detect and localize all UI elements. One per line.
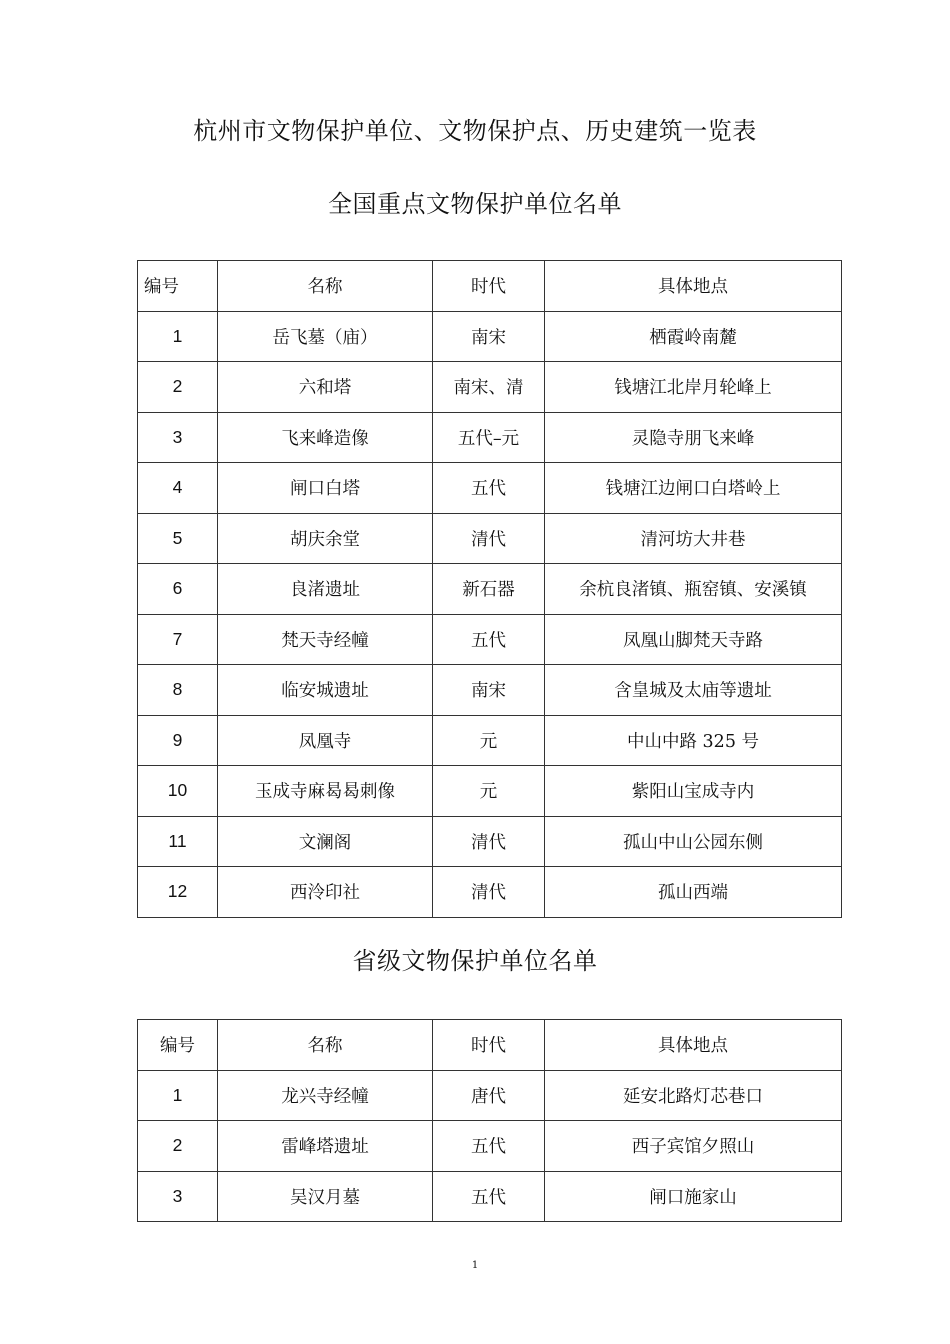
section-title-national: 全国重点文物保护单位名单 (328, 190, 622, 218)
header-location: 具体地点 (545, 261, 842, 312)
cell-location: 孤山中山公园东侧 (545, 816, 842, 867)
cell-location: 西子宾馆夕照山 (545, 1121, 842, 1172)
cell-name: 闸口白塔 (218, 463, 433, 514)
cell-location: 延安北路灯芯巷口 (545, 1070, 842, 1121)
section-title-provincial: 省级文物保护单位名单 (352, 947, 598, 975)
table-row (138, 614, 842, 665)
cell-name: 西泠印社 (218, 867, 433, 918)
cell-id: 10 (138, 766, 218, 817)
cell-location: 钱塘江北岸月轮峰上 (545, 362, 842, 413)
cell-name: 临安城遗址 (218, 665, 433, 716)
header-name: 名称 (218, 261, 433, 312)
cell-name: 吴汉月墓 (218, 1171, 433, 1222)
cell-name: 凤凰寺 (218, 715, 433, 766)
table-row (138, 867, 842, 918)
cell-id: 3 (138, 412, 218, 463)
national-sites-table (137, 260, 842, 918)
cell-location: 栖霞岭南麓 (545, 311, 842, 362)
cell-location: 含皇城及太庙等遗址 (545, 665, 842, 716)
table-row (138, 766, 842, 817)
table-row (138, 412, 842, 463)
cell-era: 清代 (433, 867, 545, 918)
table-row (138, 513, 842, 564)
header-era: 时代 (433, 1020, 545, 1071)
cell-name: 雷峰塔遗址 (218, 1121, 433, 1172)
cell-id: 7 (138, 614, 218, 665)
cell-id: 11 (138, 816, 218, 867)
cell-name: 六和塔 (218, 362, 433, 413)
cell-era: 元 (433, 766, 545, 817)
cell-location: 凤凰山脚梵天寺路 (545, 614, 842, 665)
cell-id: 6 (138, 564, 218, 615)
header-location: 具体地点 (545, 1020, 842, 1071)
cell-name: 龙兴寺经幢 (218, 1070, 433, 1121)
cell-id: 1 (138, 1070, 218, 1121)
provincial-sites-table (137, 1019, 842, 1222)
cell-name: 岳飞墓（庙） (218, 311, 433, 362)
cell-id: 1 (138, 311, 218, 362)
table-header-row (138, 1020, 842, 1071)
header-era: 时代 (433, 261, 545, 312)
cell-era: 五代 (433, 463, 545, 514)
cell-location: 钱塘江边闸口白塔岭上 (545, 463, 842, 514)
cell-name: 文澜阁 (218, 816, 433, 867)
cell-location: 灵隐寺朋飞来峰 (545, 412, 842, 463)
table-row (138, 1171, 842, 1222)
cell-id: 2 (138, 1121, 218, 1172)
cell-era: 新石器 (433, 564, 545, 615)
cell-era: 南宋 (433, 311, 545, 362)
cell-era: 南宋、清 (433, 362, 545, 413)
cell-name: 胡庆余堂 (218, 513, 433, 564)
header-id: 编号 (138, 1020, 218, 1071)
cell-location: 孤山西端 (545, 867, 842, 918)
cell-location: 闸口施家山 (545, 1171, 842, 1222)
cell-location: 紫阳山宝成寺内 (545, 766, 842, 817)
cell-era: 五代 (433, 1121, 545, 1172)
cell-name: 飞来峰造像 (218, 412, 433, 463)
cell-id: 12 (138, 867, 218, 918)
table-row (138, 816, 842, 867)
cell-name: 玉成寺麻曷曷刺像 (218, 766, 433, 817)
table-row (138, 311, 842, 362)
cell-era: 南宋 (433, 665, 545, 716)
cell-id: 5 (138, 513, 218, 564)
page-number: 1 (471, 1260, 479, 1271)
header-name: 名称 (218, 1020, 433, 1071)
cell-id: 3 (138, 1171, 218, 1222)
cell-era: 元 (433, 715, 545, 766)
table-row (138, 1121, 842, 1172)
cell-name: 良渚遗址 (218, 564, 433, 615)
table-header-row (138, 261, 842, 312)
table-row (138, 362, 842, 413)
cell-id: 8 (138, 665, 218, 716)
table-row (138, 665, 842, 716)
cell-id: 2 (138, 362, 218, 413)
header-id: 编号 (138, 261, 218, 312)
cell-era: 五代 (433, 614, 545, 665)
cell-era: 清代 (433, 513, 545, 564)
document-title: 杭州市文物保护单位、文物保护点、历史建筑一览表 (193, 117, 757, 145)
cell-location: 余杭良渚镇、瓶窑镇、安溪镇 (545, 564, 842, 615)
cell-name: 梵天寺经幢 (218, 614, 433, 665)
cell-location: 中山中路 325 号 (545, 715, 842, 766)
table-row (138, 564, 842, 615)
table-row (138, 463, 842, 514)
cell-id: 9 (138, 715, 218, 766)
cell-era: 五代–元 (433, 412, 545, 463)
cell-location: 清河坊大井巷 (545, 513, 842, 564)
cell-id: 4 (138, 463, 218, 514)
cell-era: 清代 (433, 816, 545, 867)
table-row (138, 1070, 842, 1121)
cell-era: 唐代 (433, 1070, 545, 1121)
table-row (138, 715, 842, 766)
cell-era: 五代 (433, 1171, 545, 1222)
